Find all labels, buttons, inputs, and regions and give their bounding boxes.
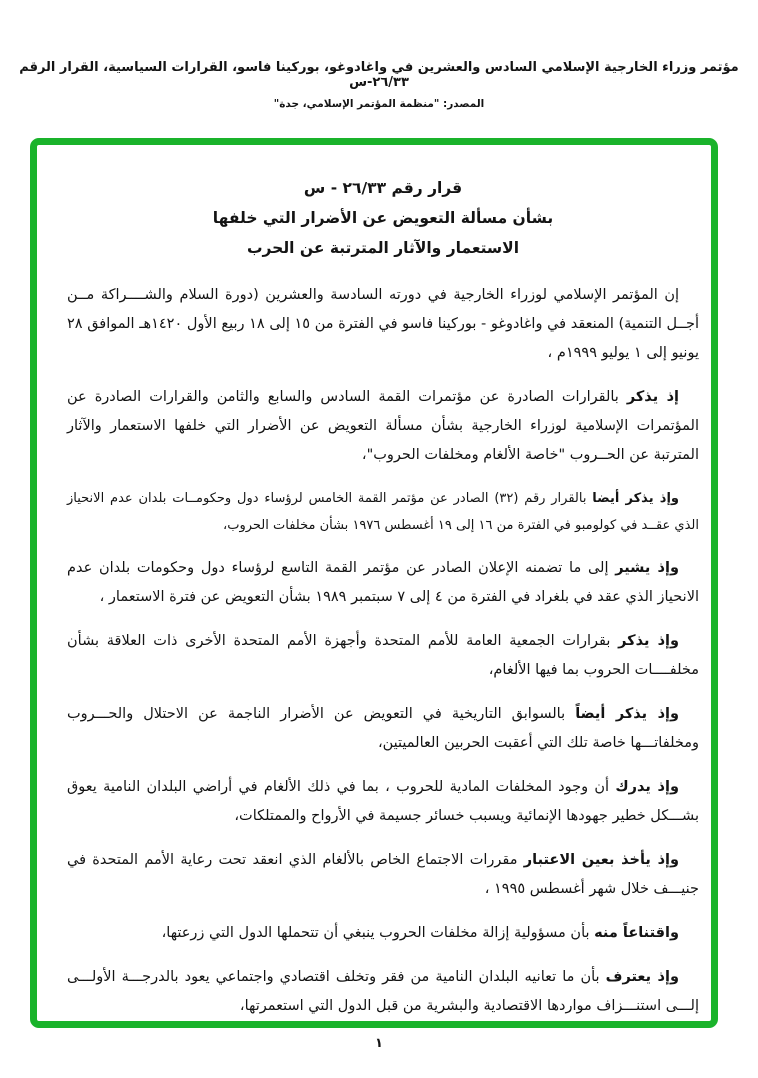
paragraph-lead: واقتناعاً منه	[594, 925, 679, 941]
paragraph-recalling-un-resolutions	[67, 627, 699, 685]
title-subject-line1: بشأن مسألة التعويض عن الأضرار التي خلفها	[212, 209, 554, 227]
paragraph-lead: وإذ يذكر أيضاً	[575, 706, 679, 722]
paragraph-lead: وإذ يذكر	[618, 633, 680, 649]
paragraph-text: بقرارات الجمعية العامة للأمم المتحدة وأجهزة الأمم المتحدة الأخرى ذات العلاقة بشأن مخلفــــات الحروب بما فيها الألغام،	[67, 633, 699, 678]
paragraph-text: أن وجود المخلفات المادية للحروب ، بما في ذلك الألغام في أراضي البلدان النامية يعوق بشـــكل خطير جهودها الإنمائية ويسبب خسائر جسيمة في الأرواح والممتلكات،	[67, 779, 699, 824]
paragraph-recognizing-depletion	[67, 963, 699, 1021]
paragraph-conviction-responsibility	[67, 919, 699, 948]
paragraph-lead: وإذ يذكر أيضا	[592, 491, 680, 506]
header-conference-line: مؤتمر وزراء الخارجية الإسلامي السادس والعشرين في واغادوغو، بوركينا فاسو، القرارات السياسية، القرار الرقم ٢٦/٣٣-س	[19, 60, 739, 90]
resolution-border-box	[30, 138, 718, 1028]
paragraph-recalling-nam-colombo	[67, 485, 699, 539]
paragraph-lead: وإذ يشير	[615, 560, 679, 576]
paragraph-historical-precedents	[67, 700, 699, 758]
paragraph-recalling-summits	[67, 383, 699, 470]
title-subject-line2: الاستعمار والآثار المترتبة عن الحرب	[246, 239, 520, 257]
paragraph-text: بأن ما تعانيه البلدان النامية من فقر وتخلف اقتصادي واجتماعي يعود بالدرجـــة الأولـــى إلـــى استنـــزاف مواردها الاقتصادية والبشرية من قبل الدول التي استعمرتها،	[67, 969, 699, 1014]
paragraph-lead: إذ يذكر	[626, 389, 680, 405]
paragraph-text: إلى ما تضمنه الإعلان الصادر عن مؤتمر القمة التاسع لرؤساء دول وحكومات بلدان عدم الانحياز الذي عقد في بلغراد في الفترة من ٤ إلى ٧ سبتمبر ١٩٨٩ بشأن التعويض عن فترة الاستعمار ،	[67, 560, 699, 605]
paragraph-aware-war-remnants	[67, 773, 699, 831]
paragraph-lead: وإذ يدرك	[615, 779, 679, 795]
paragraph-lead: وإذ يأخذ بعين الاعتبار	[523, 852, 680, 868]
page-number: ١	[375, 1036, 383, 1051]
paragraph-geneva-meeting	[67, 846, 699, 904]
paragraph-text: إن المؤتمر الإسلامي لوزراء الخارجية في دورته السادسة والعشرين (دورة السلام والشــــراكة مــن أجــل التنمية) المنعقد في واغادوغو - بوركينا فاسو في الفترة من ١٥ إلى ١٨ ربيع الأول ١٤٢٠هـ الموافق ٢٨ يونيو إلى ١ يوليو ١٩٩٩م ،	[67, 287, 699, 361]
paragraph-referring-belgrade	[67, 554, 699, 612]
header-source-line: المصدر: "منظمة المؤتمر الإسلامي، جدة"	[273, 98, 485, 110]
title-resolution-number: قرار رقم ٢٦/٣٣ - س	[303, 179, 463, 197]
resolution-title	[67, 173, 699, 263]
document-header	[0, 60, 758, 110]
paragraph-opening	[67, 281, 699, 368]
paragraph-text: بالقرارات الصادرة عن مؤتمرات القمة السادس والسابع والثامن والقرارات الصادرة عن المؤتمرات الإسلامية لوزراء الخارجية بشأن مسألة التعويض عن الأضرار التي خلفها الاستعمار والآثار المترتبة عن الحــروب "خاصة الألغام ومخلفات الحروب"،	[67, 389, 699, 463]
paragraph-text: بأن مسؤولية إزالة مخلفات الحروب ينبغي أن تتحملها الدول التي زرعتها،	[161, 925, 595, 941]
paragraph-text: بالقرار رقم (٣٢) الصادر عن مؤتمر القمة الخامس لرؤساء دول وحكومــات بلدان عدم الانحياز الذي عقــد في كولومبو في الفترة من ١٦ إلى ١٩ أغسطس ١٩٧٦ بشأن مخلفات الحروب،	[67, 491, 699, 533]
paragraph-text: بالسوابق التاريخية في التعويض عن الأضرار الناجمة عن الاحتلال والحـــروب ومخلفاتـــها خاصة تلك التي أعقبت الحربين العالميتين،	[67, 706, 699, 751]
paragraph-text: مقررات الاجتماع الخاص بالألغام الذي انعقد تحت رعاية الأمم المتحدة في جنيـــف خلال شهر أغسطس ١٩٩٥ ،	[67, 852, 699, 897]
paragraph-lead: وإذ يعترف	[605, 969, 679, 985]
